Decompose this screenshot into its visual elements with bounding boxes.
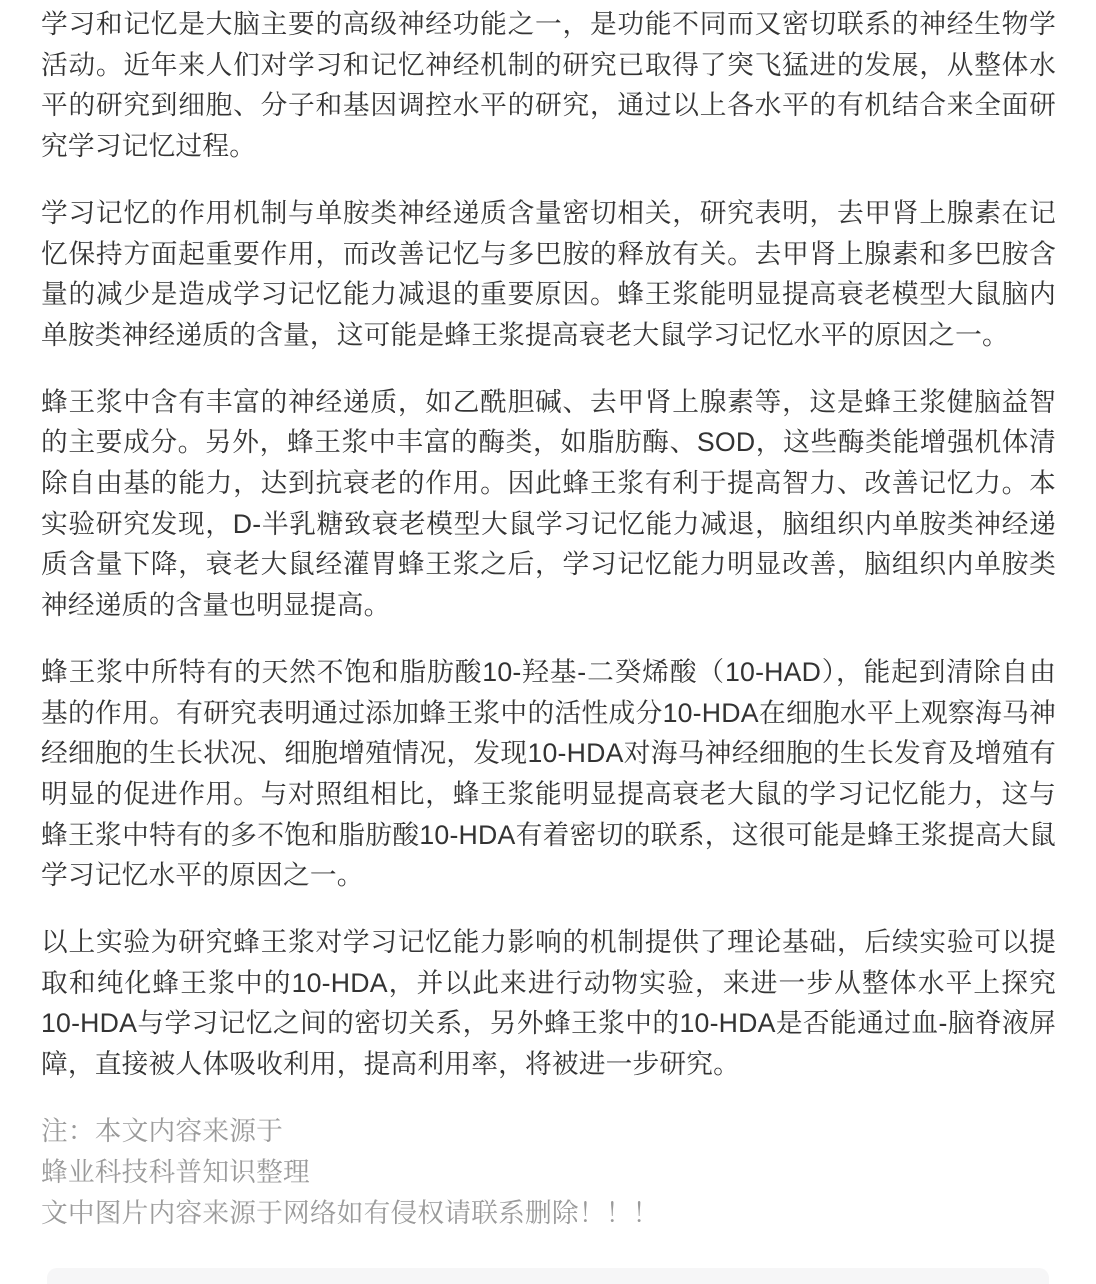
next-section-card-top-edge bbox=[47, 1268, 1049, 1284]
note-line-source-prefix: 注：本文内容来源于 bbox=[41, 1115, 283, 1146]
note-line-disclaimer: 文中图片内容来源于网络如有侵权请联系删除！！！ bbox=[41, 1197, 660, 1228]
source-note bbox=[41, 1111, 1056, 1234]
paragraph-conclusion-future-research: 以上实验为研究蜂王浆对学习记忆能力影响的机制提供了理论基础，后续实验可以提取和纯化蜂王浆中的10-HDA，并以此来进行动物实验，来进一步从整体水平上探究10-HDA与学习记忆之间的密切关系，另外蜂王浆中的10-HDA是否能通过血-脑脊液屏障，直接被人体吸收利用，提高利用率，将被进一步研究。 bbox=[41, 927, 1056, 1080]
paragraph-neurotransmitter-mechanism: 学习记忆的作用机制与单胺类神经递质含量密切相关，研究表明，去甲肾上腺素在记忆保持方面起重要作用，而改善记忆与多巴胺的释放有关。去甲肾上腺素和多巴胺含量的减少是造成学习记忆能力减退的重要原因。蜂王浆能明显提高衰老模型大鼠脑内单胺类神经递质的含量，这可能是蜂王浆提高衰老大鼠学习记忆水平的原因之一。 bbox=[41, 197, 1056, 350]
paragraph-10-hda-effect: 蜂王浆中所特有的天然不饱和脂肪酸10-羟基-二癸烯酸（10-HAD），能起到清除自由基的作用。有研究表明通过添加蜂王浆中的活性成分10-HDA在细胞水平上观察海马神经细胞的生长状况、细胞增殖情况，发现10-HDA对海马神经细胞的生长发育及增殖有明显的促进作用。与对照组相比，蜂王浆能明显提高衰老大鼠的学习记忆能力，这与蜂王浆中特有的多不饱和脂肪酸10-HDA有着密切的联系，这很可能是蜂王浆提高大鼠学习记忆水平的原因之一。 bbox=[41, 656, 1056, 891]
note-line-source-name: 蜂业科技科普知识整理 bbox=[41, 1156, 310, 1187]
paragraph-royal-jelly-components: 蜂王浆中含有丰富的神经递质，如乙酰胆碱、去甲肾上腺素等，这是蜂王浆健脑益智的主要成分。另外，蜂王浆中丰富的酶类，如脂肪酶、SOD，这些酶类能增强机体清除自由基的能力，达到抗衰老的作用。因此蜂王浆有利于提高智力、改善记忆力。本实验研究发现，D-半乳糖致衰老模型大鼠学习记忆能力减退，脑组织内单胺类神经递质含量下降，衰老大鼠经灌胃蜂王浆之后，学习记忆能力明显改善，脑组织内单胺类神经递质的含量也明显提高。 bbox=[41, 386, 1056, 621]
paragraph-learning-memory-intro: 学习和记忆是大脑主要的高级神经功能之一，是功能不同而又密切联系的神经生物学活动。近年来人们对学习和记忆神经机制的研究已取得了突飞猛进的发展，从整体水平的研究到细胞、分子和基因调控水平的研究，通过以上各水平的有机结合来全面研究学习记忆过程。 bbox=[41, 9, 1056, 162]
